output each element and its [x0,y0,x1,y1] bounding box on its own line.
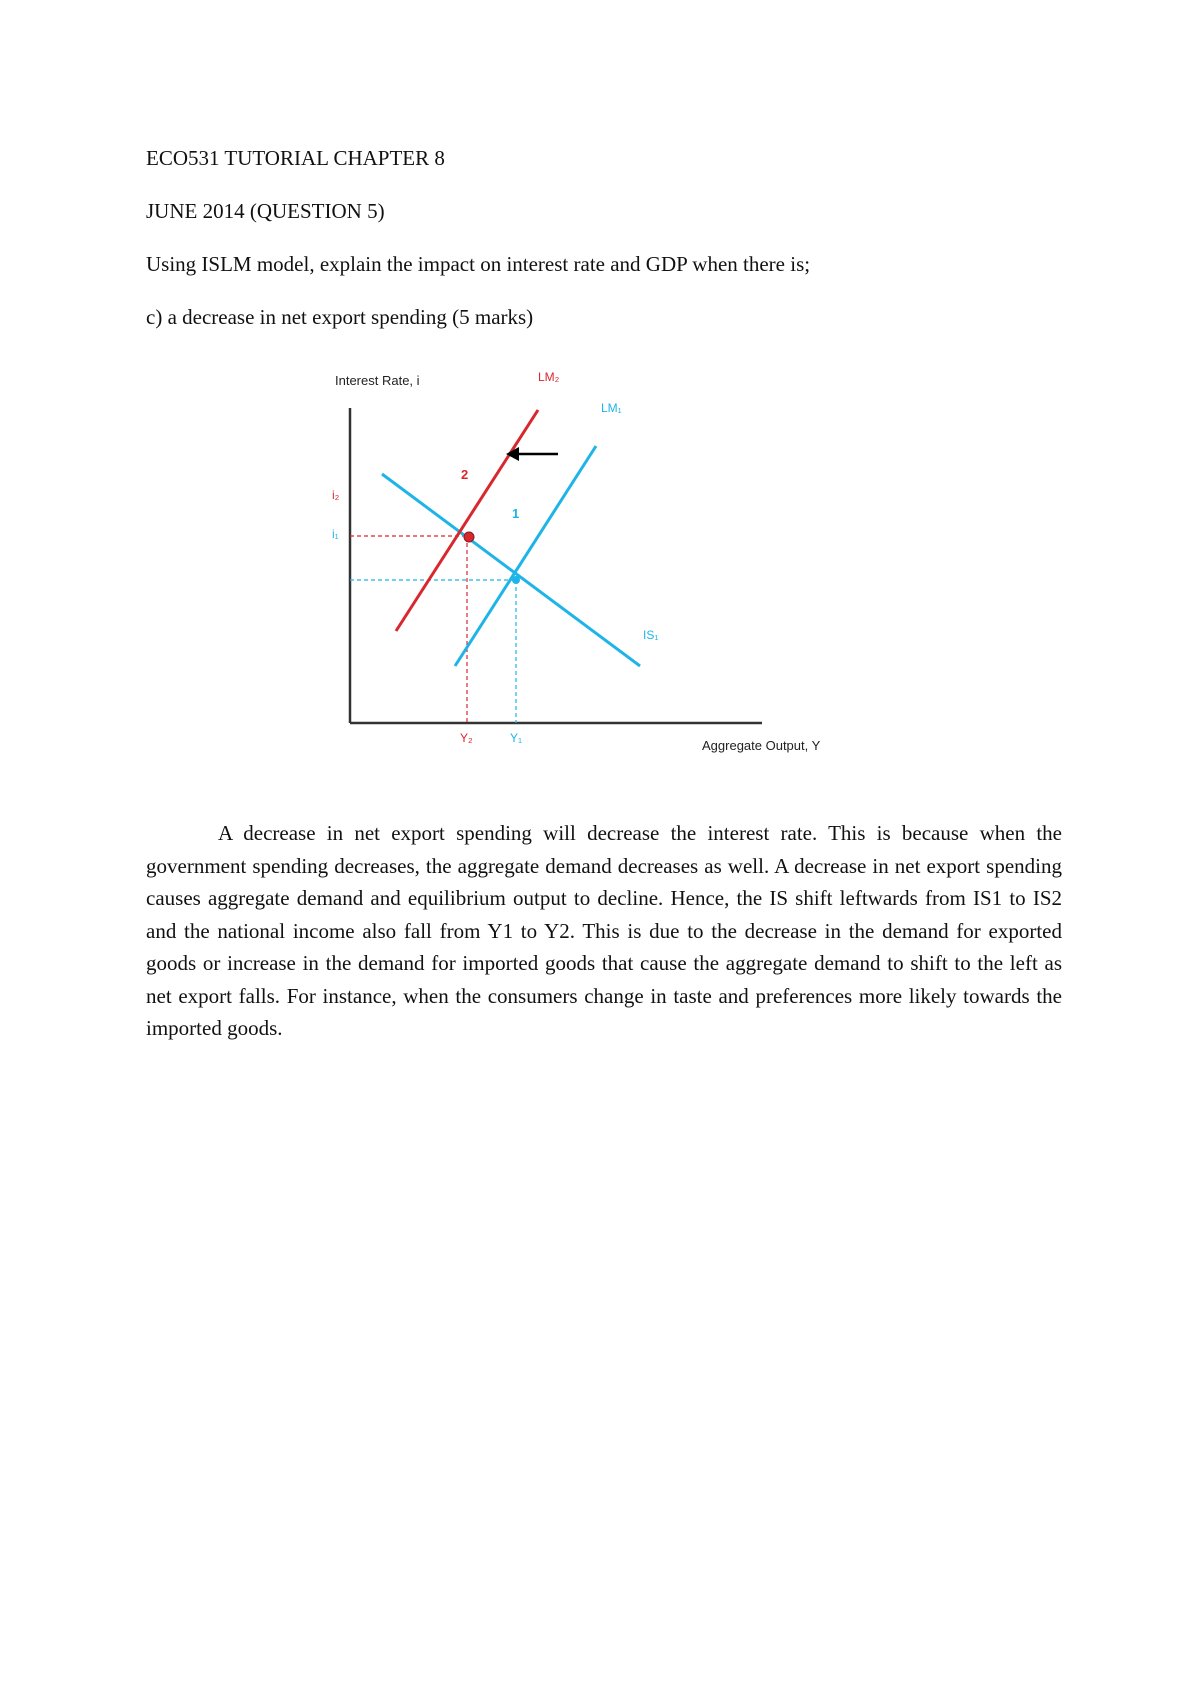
document-title: ECO531 TUTORIAL CHAPTER 8 [146,146,445,170]
question-reference: JUNE 2014 (QUESTION 5) [146,199,385,223]
lm1-label: LM₁ [601,401,622,415]
y1-label: Y₁ [510,731,523,745]
y2-label: Y₂ [460,731,473,745]
i2-label: i₂ [332,488,340,502]
lm2-label: LM₂ [538,370,560,384]
is1-curve [382,474,640,666]
equilibrium-point-2 [464,532,474,542]
point-2-label: 2 [461,467,469,482]
islm-diagram-svg [320,368,860,760]
islm-diagram [320,368,860,760]
question-part: c) a decrease in net export spending (5 marks) [146,305,534,329]
is1-label: IS₁ [643,628,659,642]
question-instruction: Using ISLM model, explain the impact on interest rate and GDP when there is; [146,252,811,276]
lm1-curve [455,446,596,666]
point-1-label: 1 [512,506,520,521]
y-axis-label: Interest Rate, i [335,373,420,388]
x-axis-label: Aggregate Output, Y [702,738,821,753]
answer-paragraph: A decrease in net export spending will decrease the interest rate. This is because when the government spending decreases, the aggregate demand decreases as well. A decrease in net export spending causes aggregate demand and equilibrium output to decline. Hence, the IS shift leftwards from IS1 to IS2 and the national income also fall from Y1 to Y2. This is due to the decrease in the demand for exported goods or increase in the demand for imported goods that cause the aggregate demand to shift to the left as net export falls. For instance, when the consumers change in taste and preferences more likely towards the imported goods. [146,821,1062,1040]
i1-label: i₁ [332,527,339,541]
equilibrium-point-1 [512,576,520,584]
